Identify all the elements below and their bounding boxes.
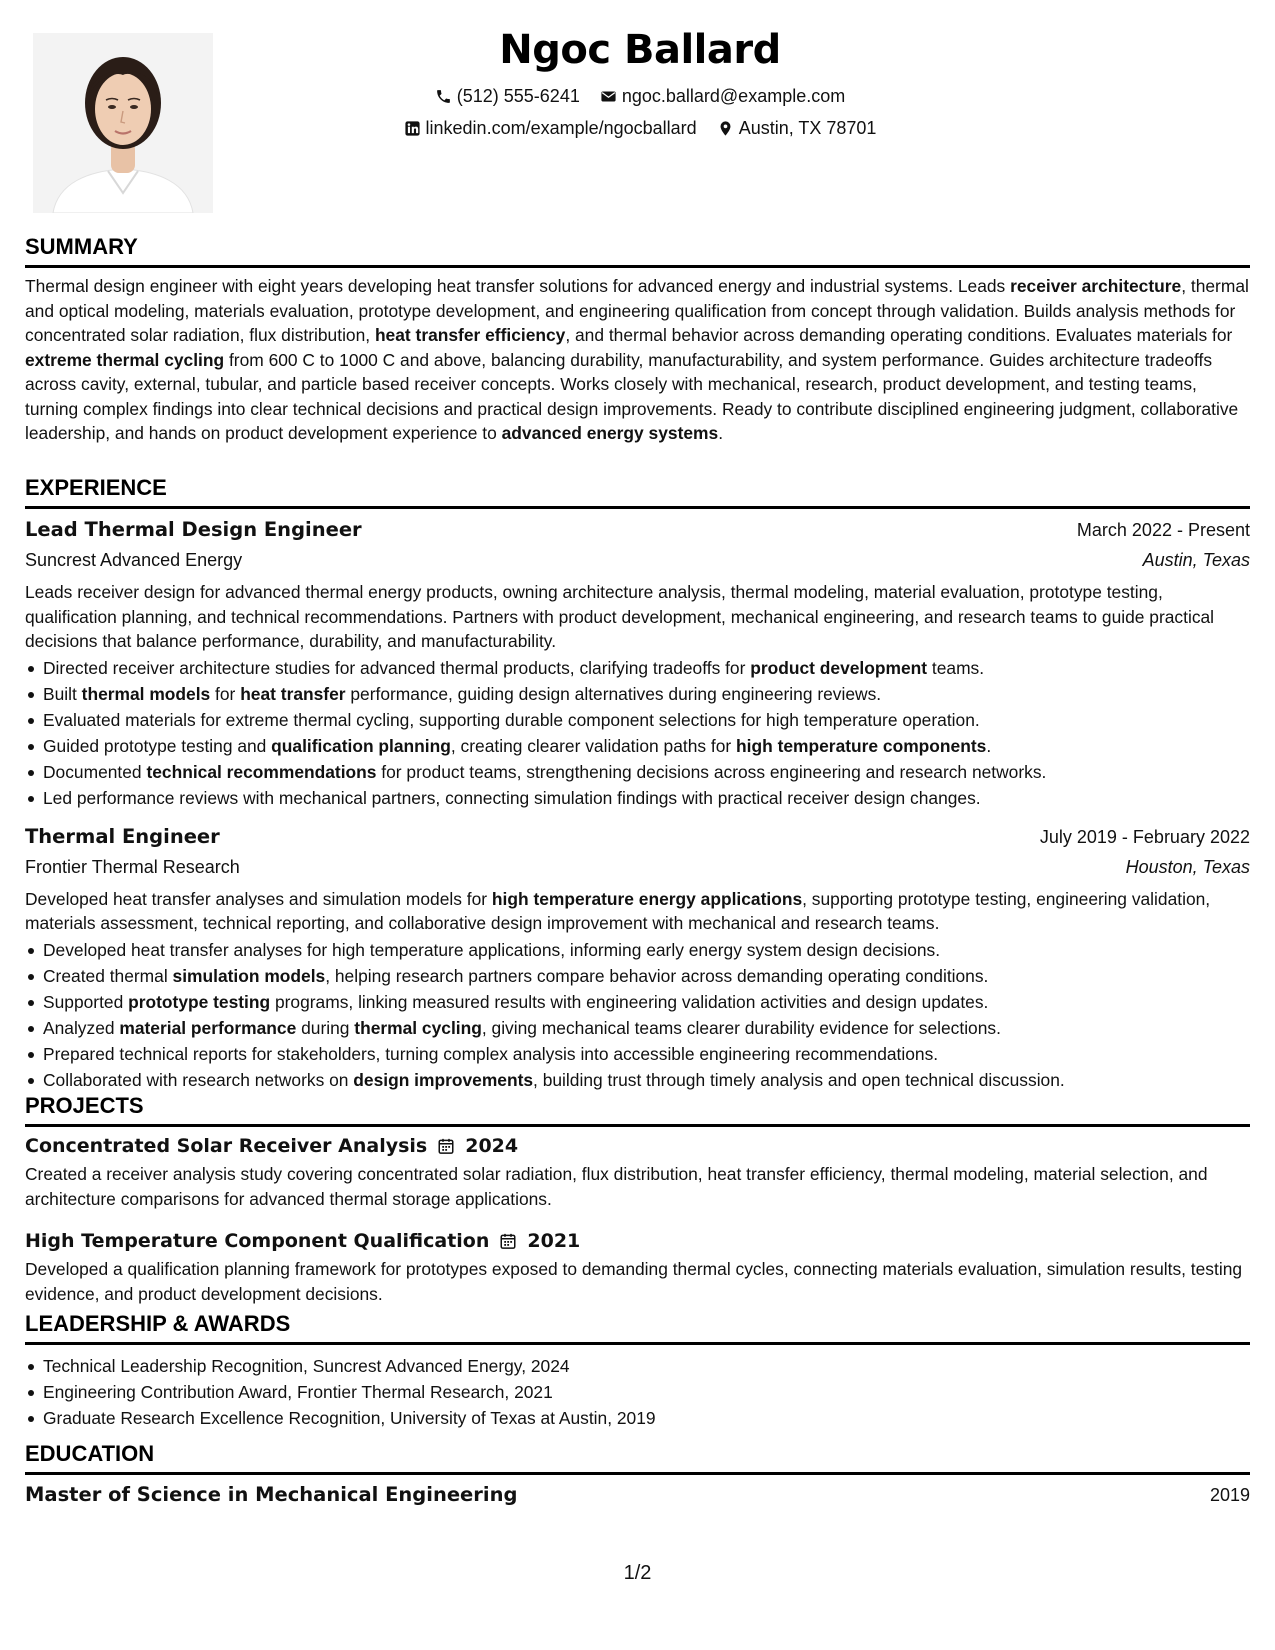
bold-phrase: material performance [119, 1017, 297, 1038]
bold-phrase: thermal cycling [354, 1017, 482, 1038]
contact-row-2 [250, 112, 1030, 144]
bold-phrase: high temperature components [736, 735, 987, 756]
linkedin-text: linkedin.com/example/ngocballard [425, 118, 697, 138]
award-item: Engineering Contribution Award, Frontier Thermal Research, 2021 [25, 1379, 1250, 1405]
text-run: Prepared technical reports for stakeholders, turning complex analysis into accessible engineering recommendations. [43, 1043, 939, 1064]
text-run: , thermal and optical modeling, materials evaluation, prototype development, and engineering qualification from concept through validation. Builds analysis methods for concentrated solar radiation, flux distribution, [25, 276, 1249, 345]
bullet-item [25, 1015, 1250, 1041]
job-description [25, 580, 1250, 654]
phone-icon [435, 88, 452, 105]
project-year: 2024 [465, 1135, 519, 1157]
section-title-leadership: LEADERSHIP & AWARDS [25, 1311, 291, 1336]
section-title-education: EDUCATION [25, 1441, 155, 1466]
bold-phrase: thermal models [81, 683, 211, 704]
bold-phrase: advanced energy systems [501, 423, 719, 443]
award-item: Graduate Research Excellence Recognition, University of Texas at Austin, 2019 [25, 1405, 1250, 1431]
text-run: Led performance reviews with mechanical partners, connecting simulation findings with practical receiver design changes. [43, 787, 981, 808]
bold-phrase: heat transfer [240, 683, 346, 704]
text-run: for product teams, strengthening decisions across engineering and research networks. [376, 761, 1047, 782]
bold-phrase: technical recommendations [146, 761, 377, 782]
text-run: Leads receiver design for advanced thermal energy products, owning architecture analysis, thermal modeling, material evaluation, prototype testing, qualification planning, and technical recommendations. Partners with product development, mechanical engineering, and research teams to guide practical decisions that balance performance, durability, and manufacturability. [25, 582, 1215, 651]
bold-phrase: heat transfer efficiency [374, 325, 566, 345]
phone-contact[interactable] [435, 80, 580, 112]
leadership-section [25, 1309, 1250, 1431]
text-run: , and thermal behavior across demanding operating conditions. Evaluates materials for [565, 325, 1233, 345]
bullet-item [25, 1041, 1250, 1067]
section-divider [25, 506, 1250, 509]
job-bullets [25, 655, 1250, 811]
bold-phrase: high temperature energy applications [491, 888, 803, 909]
bullet-item [25, 655, 1250, 681]
text-run: Thermal design engineer with eight years developing heat transfer solutions for advanced energy and industrial systems. Leads [25, 276, 1011, 296]
experience-section [25, 473, 1250, 1093]
bullet-item [25, 707, 1250, 733]
job-location: Houston, Texas [1125, 856, 1250, 877]
bullet-item [25, 733, 1250, 759]
text-run: , building trust through timely analysis and open technical discussion. [533, 1069, 1065, 1090]
projects-section [25, 1091, 1250, 1306]
text-run: Documented [43, 761, 147, 782]
bold-phrase: product development [750, 657, 928, 678]
bold-phrase: simulation models [172, 965, 326, 986]
job-dates: March 2022 - Present [1076, 520, 1250, 540]
email-text: ngoc.ballard@example.com [621, 86, 846, 106]
map-pin-icon [717, 120, 734, 137]
location-contact [717, 112, 877, 144]
bullet-item [25, 963, 1250, 989]
job-entry [25, 514, 1250, 811]
project-entry [25, 1131, 1250, 1211]
bullet-item [25, 937, 1250, 963]
linkedin-contact[interactable] [404, 112, 697, 144]
job-location: Austin, Texas [1142, 550, 1250, 570]
job-bullets [25, 937, 1250, 1093]
text-run: programs, linking measured results with engineering validation activities and design updates. [270, 991, 989, 1012]
bold-phrase: qualification planning [271, 735, 451, 756]
text-run: , giving mechanical teams clearer durability evidence for selections. [481, 1017, 1001, 1038]
text-run: , supporting prototype testing, engineering validation, materials assessment, technical reporting, and collaborative design improvement with mechanical and research teams. [25, 888, 1211, 933]
portrait-image [33, 33, 213, 213]
envelope-icon [600, 88, 617, 105]
text-run: Developed heat transfer analyses for high temperature applications, informing early energy system design decisions. [43, 939, 941, 960]
bold-phrase: prototype testing [128, 991, 271, 1012]
calendar-icon [499, 1232, 517, 1250]
bold-phrase: extreme thermal cycling [25, 349, 225, 370]
degree-title: Master of Science in Mechanical Engineering [25, 1483, 518, 1506]
text-run: during [296, 1017, 355, 1038]
calendar-icon [437, 1137, 455, 1155]
text-run: Directed receiver architecture studies for advanced thermal products, clarifying tradeoffs for [43, 657, 751, 678]
job-company: Suncrest Advanced Energy [25, 550, 243, 570]
text-run: , creating clearer validation paths for [450, 735, 737, 756]
job-description [25, 887, 1250, 936]
linkedin-icon [404, 120, 421, 137]
award-item: Technical Leadership Recognition, Suncrest Advanced Energy, 2024 [25, 1353, 1250, 1379]
summary-section [25, 232, 1250, 446]
bullet-item [25, 785, 1250, 811]
location-text: Austin, TX 78701 [738, 118, 877, 138]
page-number: 1/2 [623, 1562, 652, 1584]
bullet-item [25, 1067, 1250, 1093]
text-run: . [718, 423, 724, 443]
job-role: Thermal Engineer [25, 824, 220, 848]
bold-phrase: receiver architecture [1010, 276, 1182, 296]
resume-header [250, 20, 1030, 144]
project-entry [25, 1226, 1250, 1306]
award-list [25, 1353, 1250, 1431]
profile-photo [33, 33, 213, 213]
bold-phrase: design improvements [353, 1069, 534, 1090]
text-run: teams. [927, 657, 985, 678]
text-run: for [210, 683, 241, 704]
bullet-item [25, 759, 1250, 785]
education-section [25, 1439, 1250, 1511]
text-run: Built [43, 683, 82, 704]
text-run: Developed heat transfer analyses and simulation models for [25, 888, 492, 909]
bullet-item [25, 681, 1250, 707]
project-description: Created a receiver analysis study covering concentrated solar radiation, flux distribution, heat transfer efficiency, thermal modeling, material selection, and architecture comparisons for advanced thermal storage applications. [25, 1164, 1208, 1209]
text-run: . [986, 735, 992, 756]
section-title-summary: SUMMARY [25, 234, 138, 259]
email-contact[interactable] [600, 80, 845, 112]
section-divider [25, 265, 1250, 268]
text-run: Guided prototype testing and [43, 735, 272, 756]
bullet-item [25, 989, 1250, 1015]
section-title-projects: PROJECTS [25, 1093, 144, 1118]
project-name: High Temperature Component Qualification [25, 1230, 490, 1252]
text-run: Supported [43, 991, 129, 1012]
text-run: Analyzed [43, 1017, 120, 1038]
section-divider [25, 1472, 1250, 1475]
section-divider [25, 1124, 1250, 1127]
project-description: Developed a qualification planning framework for prototypes exposed to demanding thermal cycles, connecting materials evaluation, simulation results, testing evidence, and product development decisions. [25, 1259, 1243, 1304]
job-dates: July 2019 - February 2022 [1039, 826, 1250, 847]
job-company: Frontier Thermal Research [25, 856, 240, 877]
candidate-name: Ngoc Ballard [499, 27, 781, 73]
degree-year: 2019 [1209, 1485, 1250, 1505]
contact-row-1 [250, 80, 1030, 112]
summary-text [25, 274, 1250, 446]
text-run: Evaluated materials for extreme thermal cycling, supporting durable component selections for high temperature operation. [43, 709, 980, 730]
section-divider [25, 1342, 1250, 1345]
project-year: 2021 [527, 1230, 581, 1252]
text-run: , helping research partners compare behavior across demanding operating conditions. [325, 965, 989, 986]
text-run: from 600 C to 1000 C and above, balancing durability, manufacturability, and system performance. Guides architecture tradeoffs across cavity, external, tubular, and particle based receiver concepts. Works closely with mechanical, research, product development, and testing teams, turning complex findings into clear technical decisions and practical design improvements. Ready to contribute disciplined engineering judgment, collaborative leadership, and hands on product development experience to [25, 349, 1239, 443]
job-entry [25, 821, 1250, 1093]
text-run: Created thermal [43, 965, 173, 986]
section-title-experience: EXPERIENCE [25, 475, 167, 500]
text-run: performance, guiding design alternatives during engineering reviews. [345, 683, 882, 704]
text-run: Collaborated with research networks on [43, 1069, 354, 1090]
job-role: Lead Thermal Design Engineer [25, 518, 362, 541]
project-name: Concentrated Solar Receiver Analysis [25, 1135, 428, 1157]
phone-text: (512) 555-6241 [456, 86, 580, 106]
